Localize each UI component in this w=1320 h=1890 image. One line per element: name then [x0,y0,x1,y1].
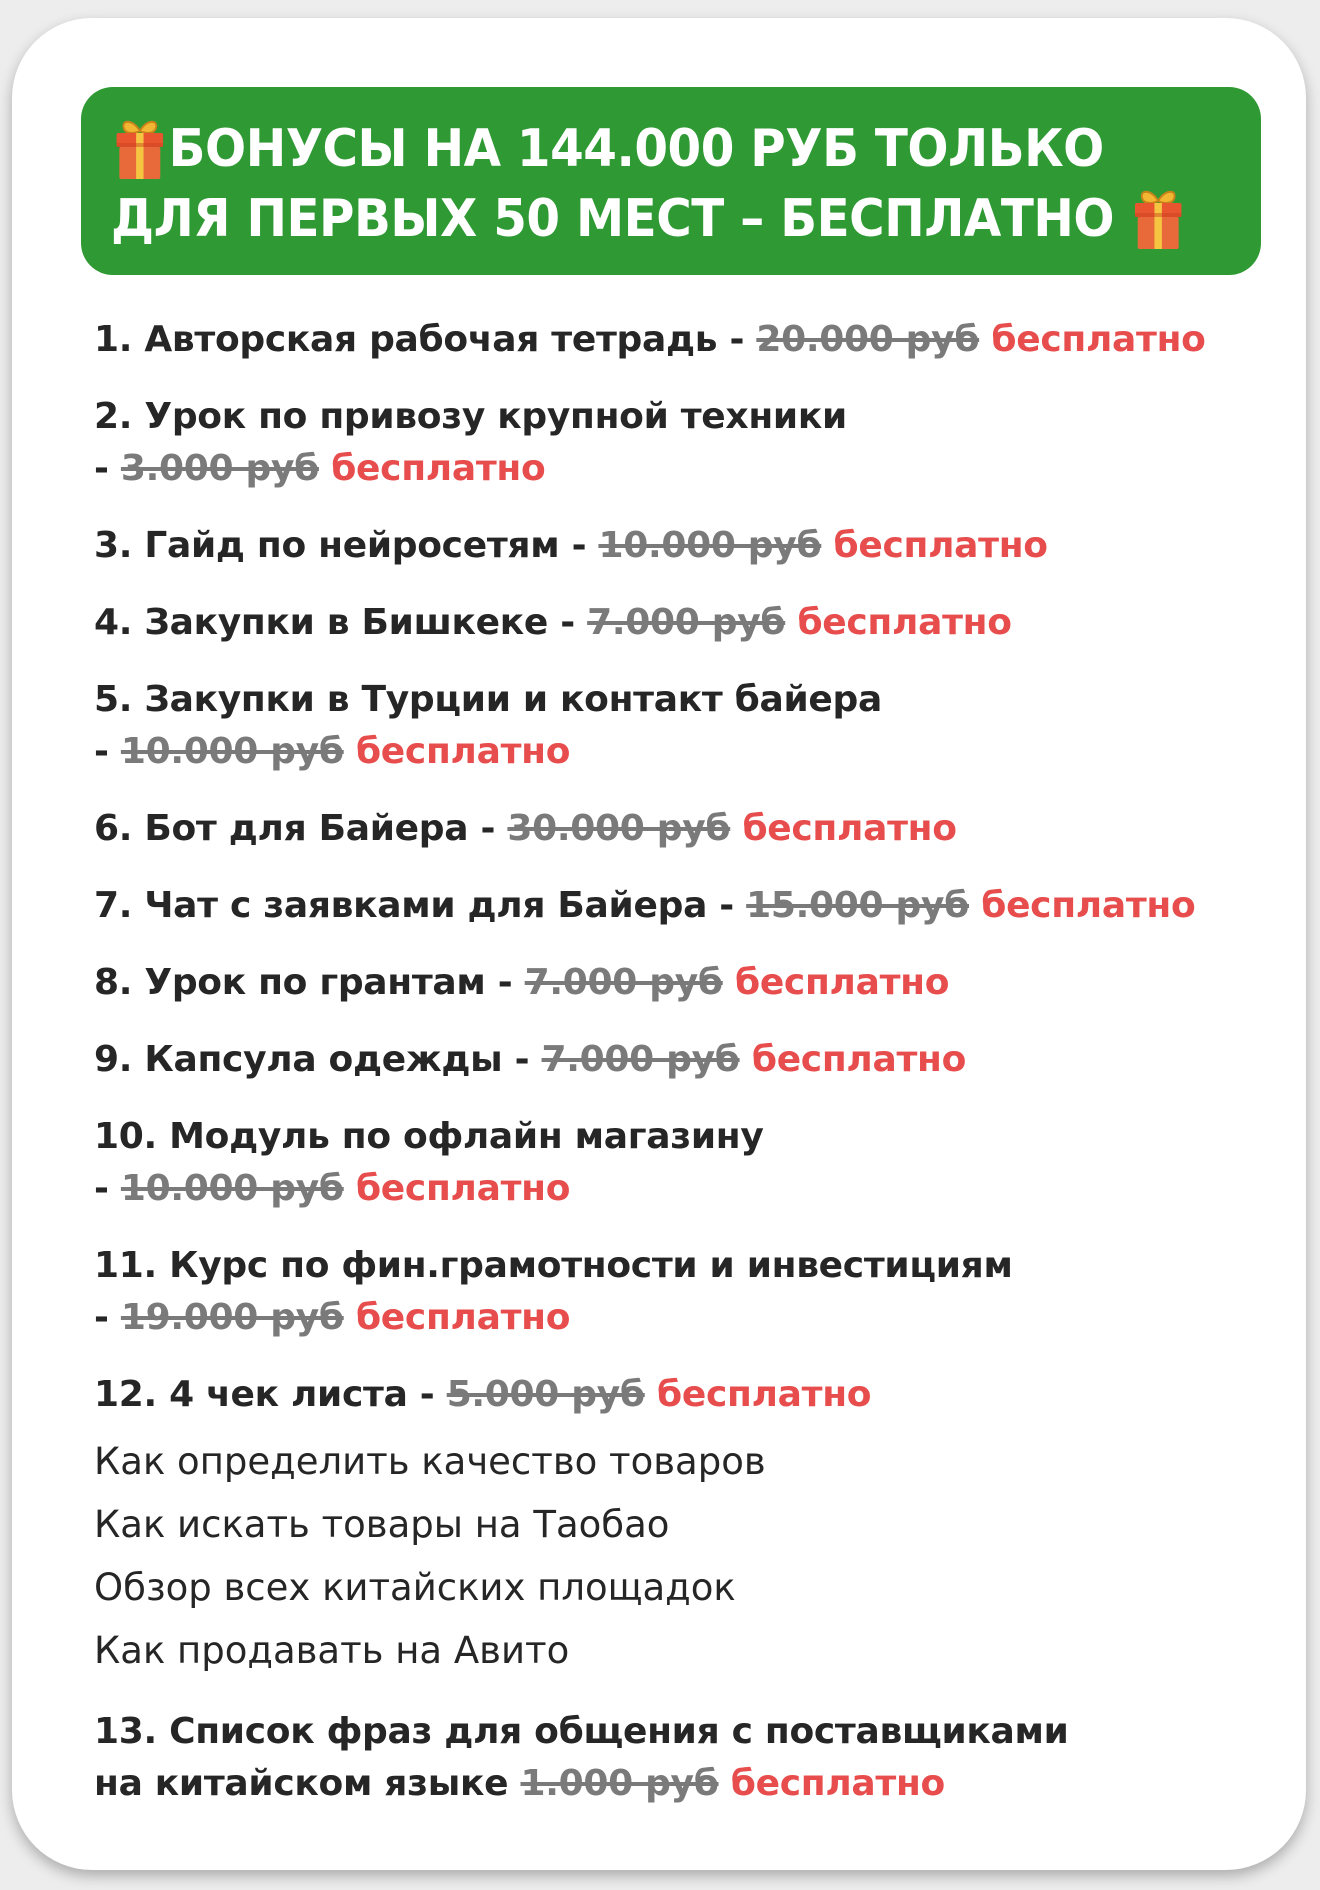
item-title: 5. Закупки в Турции и контакт байера [94,679,882,720]
old-price: 30.000 руб [507,808,731,849]
old-price: 19.000 руб [120,1297,344,1338]
list-item [94,1034,1264,1086]
old-price: 3.000 руб [120,448,319,489]
free-label: бесплатно [730,1763,945,1804]
banner-title-line-1: БОНУСЫ НА 144.000 РУБ ТОЛЬКО [168,119,1104,179]
item-title: 13. Список фраз для общения с поставщиками [94,1711,1069,1752]
list-item [94,1706,1264,1810]
old-price: 1.000 руб [520,1763,719,1804]
item-title-cont: - [94,731,109,772]
gift-icon [1129,187,1187,251]
old-price: 5.000 руб [446,1374,645,1415]
free-label: бесплатно [355,731,571,772]
list-item [94,1111,1264,1215]
checklist-item: Как искать товары на Таобао [94,1503,670,1546]
item-title: 2. Урок по привозу крупной техники [94,396,847,437]
list-item [94,803,1264,855]
old-price: 10.000 руб [120,731,344,772]
list-item [94,674,1264,778]
free-label: бесплатно [331,448,546,489]
free-label: бесплатно [751,1039,967,1080]
item-title-cont: - [94,1168,109,1209]
banner-title-line-2: ДЛЯ ПЕРВЫХ 50 МЕСТ – БЕСПЛАТНО [111,189,1115,249]
item-title: 10. Модуль по офлайн магазину [94,1116,764,1157]
item-title-cont: - [94,1297,109,1338]
checklist-item: Обзор всех китайских площадок [94,1566,736,1609]
item-title: 12. 4 чек листа - [94,1374,435,1415]
list-item [94,1369,1264,1421]
free-label: бесплатно [734,962,950,1003]
old-price: 10.000 руб [120,1168,344,1209]
free-label: бесплатно [742,808,957,849]
bonus-banner [81,87,1261,275]
item-title: 1. Авторская рабочая тетрадь - [94,319,745,360]
item-title: 11. Курс по фин.грамотности и инвестициям [94,1245,1013,1286]
old-price: 10.000 руб [598,525,822,566]
banner-line-1 [111,111,1162,187]
old-price: 7.000 руб [524,962,723,1003]
checklist-item: Как определить качество товаров [94,1440,766,1483]
old-price: 15.000 руб [746,885,969,926]
old-price: 20.000 руб [756,319,980,360]
bonus-card [12,18,1306,1870]
item-title: 3. Гайд по нейросетям - [94,525,587,566]
item-title: 8. Урок по грантам - [94,962,513,1003]
list-item [94,314,1264,366]
item-title-cont: - [94,448,109,489]
item-title: 9. Капсула одежды - [94,1039,530,1080]
checklist-list [94,1430,1264,1682]
item-title-cont: на китайском языке [94,1763,509,1804]
free-label: бесплатно [833,525,1048,566]
item-title: 7. Чат с заявками для Байера - [94,885,734,926]
list-item [94,957,1264,1009]
item-title: 6. Бот для Байера - [94,808,496,849]
bonus-list [94,314,1264,1835]
old-price: 7.000 руб [541,1039,740,1080]
old-price: 7.000 руб [587,602,786,643]
checklist-item: Как продавать на Авито [94,1629,570,1672]
list-item [94,1240,1264,1344]
list-item [94,880,1264,932]
gift-icon [111,117,169,181]
free-label: бесплатно [991,319,1206,360]
free-label: бесплатно [355,1297,571,1338]
free-label: бесплатно [657,1374,872,1415]
banner-line-2 [111,181,1162,257]
free-label: бесплатно [797,602,1012,643]
item-title: 4. Закупки в Бишкеке - [94,602,575,643]
list-item [94,520,1264,572]
list-item [94,597,1264,649]
free-label: бесплатно [981,885,1196,926]
list-item [94,391,1264,495]
free-label: бесплатно [355,1168,571,1209]
